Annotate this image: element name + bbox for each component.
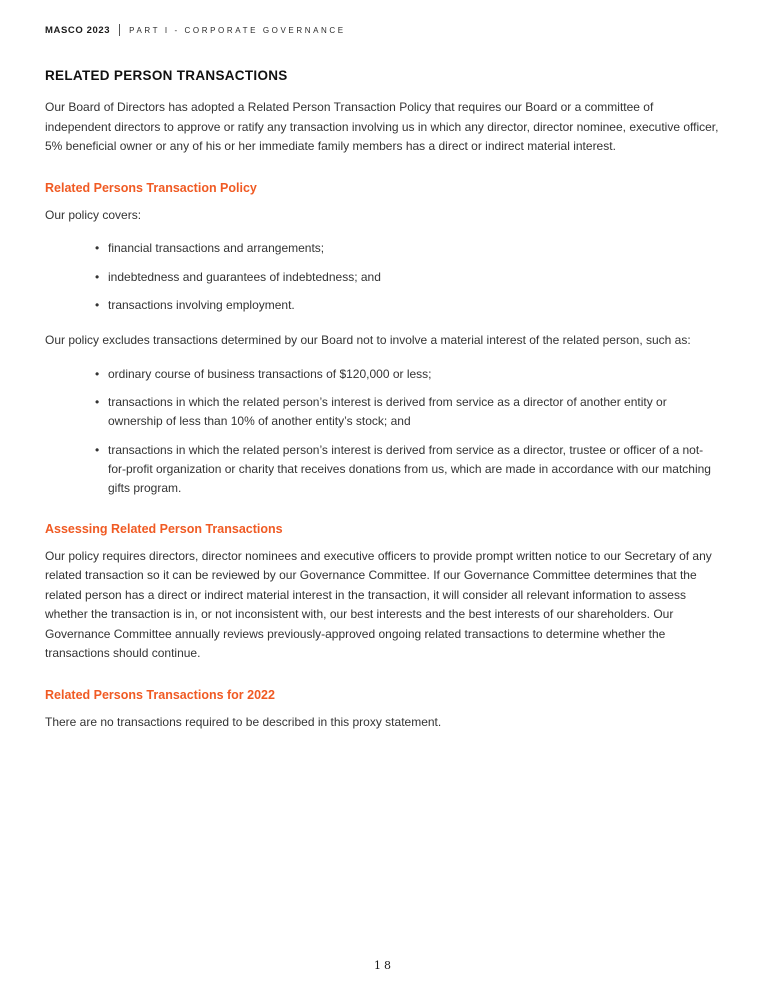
heading-policy: Related Persons Transaction Policy bbox=[45, 180, 257, 195]
header-divider bbox=[119, 24, 120, 36]
policy-excludes-list bbox=[45, 365, 720, 498]
policy-excludes-lead: Our policy excludes transactions determined by our Board not to involve a material interest of the related person, such as: bbox=[45, 333, 691, 347]
page-number: 18 bbox=[374, 959, 394, 972]
policy-covers-lead: Our policy covers: bbox=[45, 207, 142, 222]
list-item: • transactions in which the related person’s interest is derived from service as a director, trustee or officer of a not-for-profit organization or charity that receives donations from us, which are made in accordance with our matching gifts program. bbox=[95, 441, 720, 498]
intro-paragraph: Our Board of Directors has adopted a Related Person Transaction Policy that requires our Board or a committee of independent directors to approve or ratify any transaction involving us in which any director, director nominee, executive officer, 5% beneficial owner or any of his or her immediate family members has a direct or indirect material interest. bbox=[45, 100, 719, 153]
policy-covers-list bbox=[45, 239, 720, 315]
list-item: • indebtedness and guarantees of indebtedness; and bbox=[95, 268, 720, 287]
page-title: RELATED PERSON TRANSACTIONS bbox=[45, 68, 288, 83]
list-item: • financial transactions and arrangements; bbox=[95, 239, 720, 258]
transactions-2022-paragraph: There are no transactions required to be described in this proxy statement. bbox=[45, 714, 442, 729]
list-item: • ordinary course of business transactions of $120,000 or less; bbox=[95, 365, 720, 384]
list-item: • transactions involving employment. bbox=[95, 296, 720, 315]
heading-transactions-2022: Related Persons Transactions for 2022 bbox=[45, 687, 275, 702]
heading-assessing: Assessing Related Person Transactions bbox=[45, 521, 283, 536]
page-footer bbox=[0, 956, 768, 974]
list-item: • transactions in which the related person’s interest is derived from service as a director of another entity or ownership of less than 10% of another entity’s stock; and bbox=[95, 393, 720, 431]
brand-label: MASCO 2023 bbox=[45, 24, 111, 36]
assessing-paragraph: Our policy requires directors, director nominees and executive officers to provide prompt written notice to our Secretary of any related transaction so it can be reviewed by our Governance Committee. If our Governance Committee determines that the related person has a direct or indirect material interest in the transaction, it will consider all relevant information to assess whether the transaction is in, or not inconsistent with, our best interests and the best interests of our shareholders. Our Governance Committee annually reviews previously-approved ongoing related transactions to determine whether the transactions should continue. bbox=[45, 548, 712, 660]
header-section-label: PART I - CORPORATE GOVERNANCE bbox=[129, 25, 346, 35]
running-header bbox=[45, 24, 720, 36]
